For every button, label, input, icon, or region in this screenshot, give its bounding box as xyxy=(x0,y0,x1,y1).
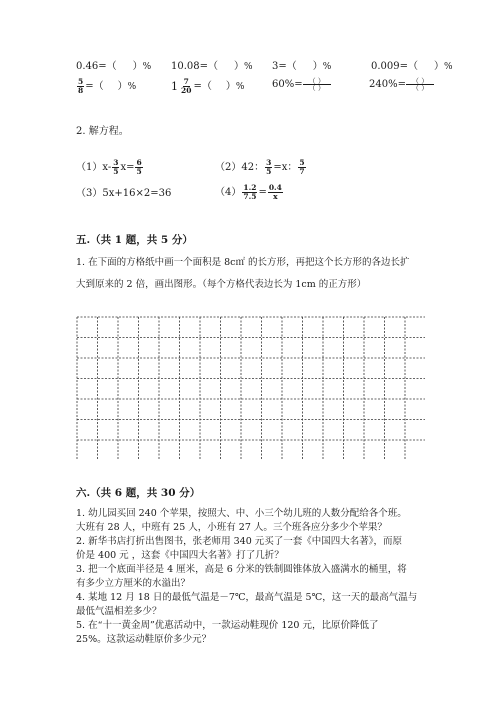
conv-0-46: 0.46=（ ）% xyxy=(76,61,152,72)
conv-0-009: 0.009=（ ）% xyxy=(371,61,453,72)
section-6-line: 最低气温相差多少？ xyxy=(76,606,162,617)
equation-1: （1）x- $\frac{3}{5}$ x= $\frac{6}{5}$ xyxy=(76,158,142,176)
section-5-line-2: 大到原来的 2 倍，画出图形。（每个方格代表边长为 1cm 的正方形） xyxy=(76,279,367,290)
section-6-line: 3. 把一个底面半径是 4 厘米，高是 6 分米的铁制圆锥体放入盛满水的桶里，将 xyxy=(76,564,407,575)
section-5-line-1: 1. 在下面的方格纸中画一个面积是 8c㎡ 的长方形，再把这个长方形的各边长扩 xyxy=(76,257,410,268)
square-grid xyxy=(75,315,425,460)
section-6-line: 5. 在“十一黄金周”优惠活动中，一款运动鞋现价 120 元，比原价降低了 xyxy=(76,620,379,631)
section-6-line: 2. 新华书店打折出售图书，张老师用 340 元买了一套《中国四大名著》，而原 xyxy=(76,536,403,547)
equation-4: （4） $\frac{1.2}{7.5}$ = $\frac{0.4}{x}$ xyxy=(215,183,282,201)
section-5-heading: 五.（共 1 题，共 5 分） xyxy=(76,234,193,246)
q2-title: 2. 解方程。 xyxy=(76,126,129,137)
section-6-line: 1. 幼儿园买回 240 个苹果，按照大、中、小三个幼儿班的人数分配给各个班。 xyxy=(76,508,407,519)
conv-1-7-20: 1 $\frac{7}{20}$ =（ ）% xyxy=(171,77,245,95)
section-6-line: 有多少立方厘米的水溢出？ xyxy=(76,578,191,589)
section-6-heading: 六.（共 6 题，共 30 分） xyxy=(76,487,201,499)
conv-240-percent: 240%= （ ） （ ） xyxy=(369,78,434,92)
conv-60-percent: 60%= （ ） （ ） xyxy=(272,78,331,92)
conv-3: 3=（ ）% xyxy=(272,61,332,72)
equation-3: （3）5x+16×2=36 xyxy=(76,188,172,199)
section-6-line: 4. 某地 12 月 18 日的最低气温是－7℃，最高气温是 5℃，这一天的最高气温与 xyxy=(76,592,418,603)
section-6-line: 价是 400 元 ，这套《中国四大名著》打了几折？ xyxy=(76,550,284,561)
conv-5-8: $\frac{5}{8}$ =（ ）% xyxy=(78,77,137,95)
equation-2: （2）42： $\frac{3}{5}$ =x： $\frac{5}{7}$ xyxy=(215,158,305,176)
conv-10-08: 10.08=（ ）% xyxy=(171,61,253,72)
section-6-line: 大班有 28 人，中班有 25 人，小班有 27 人。三个班各应分多少个苹果？ xyxy=(76,522,387,533)
section-6-line: 25%。这款运动鞋原价多少元？ xyxy=(76,634,212,645)
